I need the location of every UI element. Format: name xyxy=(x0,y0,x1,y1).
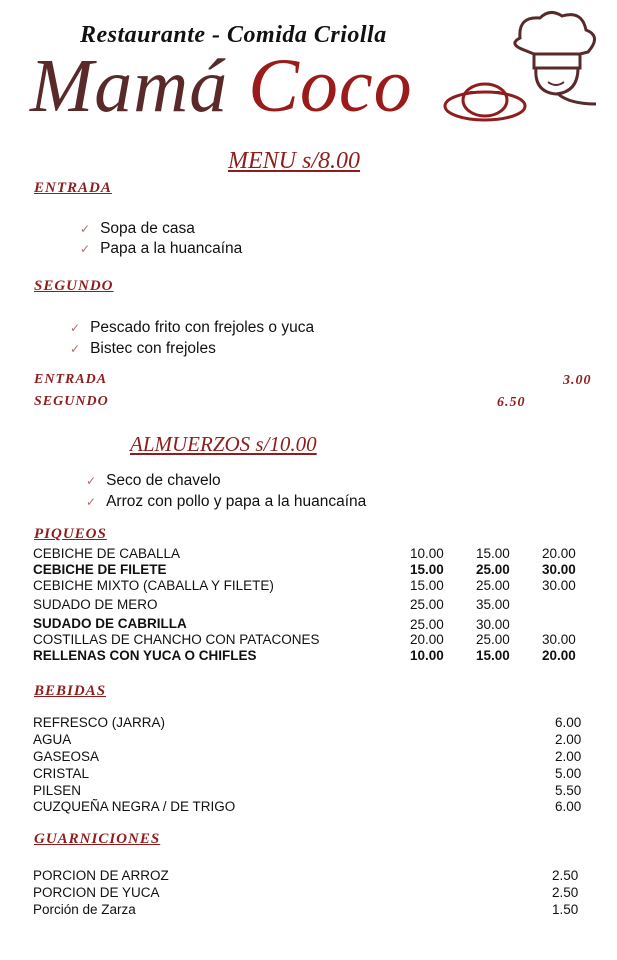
table-row: CEBICHE DE CABALLA xyxy=(33,546,181,561)
price-large: 20.00 xyxy=(542,648,576,663)
price-small: 15.00 xyxy=(410,562,444,577)
table-row: RELLENAS CON YUCA O CHIFLES xyxy=(33,648,257,663)
brand-name-part1: Mamá xyxy=(30,44,229,128)
price: 6.00 xyxy=(555,715,582,730)
price: 5.00 xyxy=(555,766,582,781)
segundo-label: SEGUNDO xyxy=(34,394,109,409)
table-row: PORCION DE YUCA xyxy=(33,885,160,900)
section-heading-segundo: SEGUNDO xyxy=(34,278,114,294)
price-small: 25.00 xyxy=(410,617,444,632)
price-small: 10.00 xyxy=(410,648,444,663)
price-medium: 25.00 xyxy=(476,632,510,647)
price-medium: 15.00 xyxy=(476,648,510,663)
list-item: ✓ Arroz con pollo y papa a la huancaína xyxy=(86,493,367,510)
price: 2.00 xyxy=(555,732,582,747)
price-small: 10.00 xyxy=(410,546,444,561)
almuerzos-title: ALMUERZOS s/10.00 xyxy=(130,432,317,456)
section-heading-piqueos: PIQUEOS xyxy=(34,526,107,542)
brand-name-part2: Coco xyxy=(248,44,413,128)
table-row: SUDADO DE MERO xyxy=(33,597,158,612)
table-row: GASEOSA xyxy=(33,749,100,764)
check-icon: ✓ xyxy=(86,495,97,509)
price-medium: 35.00 xyxy=(476,597,510,612)
price-large: 20.00 xyxy=(542,546,576,561)
table-row: CEBICHE MIXTO (CABALLA Y FILETE) xyxy=(33,578,274,593)
check-icon: ✓ xyxy=(70,321,81,335)
list-item: ✓ Bistec con frejoles xyxy=(70,340,216,357)
price: 6.00 xyxy=(555,799,582,814)
table-row: COSTILLAS DE CHANCHO CON PATACONES xyxy=(33,632,320,647)
price-medium: 30.00 xyxy=(476,617,510,632)
table-row: REFRESCO (JARRA) xyxy=(33,715,166,730)
section-heading-guarniciones: GUARNICIONES xyxy=(34,831,161,847)
list-item: ✓ Sopa de casa xyxy=(80,220,195,237)
segundo-price: 6.50 xyxy=(497,395,526,410)
price-large: 30.00 xyxy=(542,632,576,647)
table-row: Porción de Zarza xyxy=(33,902,136,917)
price-large: 30.00 xyxy=(542,562,576,577)
check-icon: ✓ xyxy=(80,242,91,256)
price-medium: 25.00 xyxy=(476,578,510,593)
price-medium: 15.00 xyxy=(476,546,510,561)
check-icon: ✓ xyxy=(80,222,91,236)
menu-title: MENU s/8.00 xyxy=(228,148,360,174)
price: 1.50 xyxy=(552,902,579,917)
list-item: ✓ Papa a la huancaína xyxy=(80,240,243,257)
restaurant-tagline: Restaurante - Comida Criolla xyxy=(80,22,387,48)
plate-icon xyxy=(440,70,530,126)
table-row: PORCION DE ARROZ xyxy=(33,868,169,883)
entrada-label: ENTRADA xyxy=(34,372,108,387)
list-item: ✓ Pescado frito con frejoles o yuca xyxy=(70,319,315,336)
restaurant-logo xyxy=(30,44,413,128)
list-item: ✓ Seco de chavelo xyxy=(86,472,221,489)
section-heading-bebidas: BEBIDAS xyxy=(34,683,107,699)
price-small: 20.00 xyxy=(410,632,444,647)
table-row: PILSEN xyxy=(33,783,82,798)
check-icon: ✓ xyxy=(70,342,81,356)
table-row: CUZQUEÑA NEGRA / DE TRIGO xyxy=(33,799,236,814)
price: 2.50 xyxy=(552,885,579,900)
price-small: 25.00 xyxy=(410,597,444,612)
table-row: AGUA xyxy=(33,732,72,747)
table-row: CRISTAL xyxy=(33,766,90,781)
price-large: 30.00 xyxy=(542,578,576,593)
entrada-price: 3.00 xyxy=(563,373,592,388)
price: 5.50 xyxy=(555,783,582,798)
check-icon: ✓ xyxy=(86,474,97,488)
section-heading-entrada: ENTRADA xyxy=(34,180,112,196)
price: 2.50 xyxy=(552,868,579,883)
price: 2.00 xyxy=(555,749,582,764)
price-small: 15.00 xyxy=(410,578,444,593)
price-medium: 25.00 xyxy=(476,562,510,577)
table-row: SUDADO DE CABRILLA xyxy=(33,616,187,631)
table-row: CEBICHE DE FILETE xyxy=(33,562,167,577)
